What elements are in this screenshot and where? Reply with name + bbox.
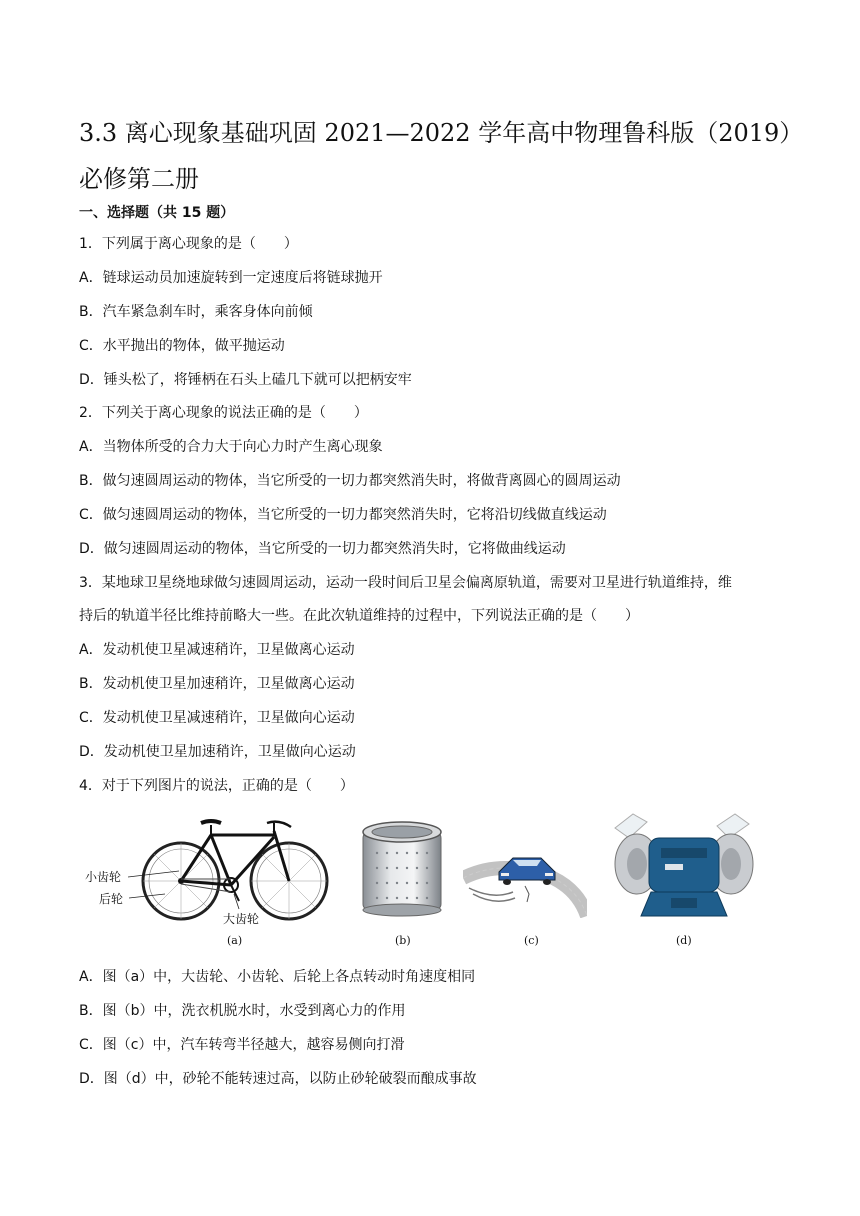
bench-grinder-illustration [609, 808, 759, 926]
question-3-stem-line-2: 持后的轨道半径比维持前略大一些。在此次轨道维持的过程中，下列说法正确的是（ ） [79, 608, 639, 624]
question-4-option-d: D．图（d）中，砂轮不能转速过高，以防止砂轮破裂而酿成事故 [79, 1071, 477, 1087]
grinder-figure [609, 808, 759, 926]
question-1-option-a: A．链球运动员加速旋转到一定速度后将链球抛开 [79, 270, 383, 286]
question-4-option-c: C．图（c）中，汽车转弯半径越大，越容易侧向打滑 [79, 1037, 405, 1053]
question-2-option-c: C．做匀速圆周运动的物体，当它所受的一切力都突然消失时，它将沿切线做直线运动 [79, 507, 607, 523]
question-2-option-a: A．当物体所受的合力大于向心力时产生离心现象 [79, 439, 383, 455]
question-3-option-d: D．发动机使卫星加速稍许，卫星做向心运动 [79, 744, 356, 760]
small-gear-label: 小齿轮 [85, 870, 122, 884]
question-4-option-b: B．图（b）中，洗衣机脱水时，水受到离心力的作用 [79, 1003, 406, 1019]
question-3-option-a: A．发动机使卫星减速稍许，卫星做离心运动 [79, 642, 355, 658]
washing-drum-illustration [357, 818, 447, 918]
caption-c: (c) [524, 934, 539, 947]
question-2-option-d: D．做匀速圆周运动的物体，当它所受的一切力都突然消失时，它将做曲线运动 [79, 541, 566, 557]
question-4-option-a: A．图（a）中，大齿轮、小齿轮、后轮上各点转动时角速度相同 [79, 969, 476, 985]
question-4-figures [79, 808, 779, 953]
label-pointer-lines [79, 808, 279, 928]
question-2-stem: 2．下列关于离心现象的说法正确的是（ ） [79, 405, 368, 421]
section-heading: 一、选择题（共 15 题） [79, 205, 235, 221]
big-gear-label: 大齿轮 [223, 912, 260, 926]
car-figure [463, 838, 587, 918]
question-3-option-c: C．发动机使卫星减速稍许，卫星做向心运动 [79, 710, 355, 726]
caption-d: (d) [676, 934, 692, 947]
question-1-option-b: B．汽车紧急刹车时，乘客身体向前倾 [79, 304, 313, 320]
question-1-option-d: D．锤头松了，将锤柄在石头上磕几下就可以把柄安牢 [79, 372, 412, 388]
question-2-option-b: B．做匀速圆周运动的物体，当它所受的一切力都突然消失时，将做背离圆心的圆周运动 [79, 473, 621, 489]
question-1-stem: 1．下列属于离心现象的是（ ） [79, 236, 298, 252]
skidding-car-illustration [463, 838, 587, 918]
question-1-option-c: C．水平抛出的物体，做平抛运动 [79, 338, 285, 354]
rear-wheel-label: 后轮 [99, 892, 124, 906]
caption-b: (b) [395, 934, 411, 947]
document-title: 3.3 离心现象基础巩固 2021—2022 学年高中物理鲁科版（2019）必修第二册 [79, 119, 792, 193]
question-3-stem-line-1: 3．某地球卫星绕地球做匀速圆周运动，运动一段时间后卫星会偏离原轨道，需要对卫星进行轨道维持，维 [79, 575, 732, 591]
question-4-stem: 4．对于下列图片的说法，正确的是（ ） [79, 778, 354, 794]
drum-figure [357, 818, 447, 918]
question-3-option-b: B．发动机使卫星加速稍许，卫星做离心运动 [79, 676, 355, 692]
caption-a: (a) [227, 934, 243, 947]
